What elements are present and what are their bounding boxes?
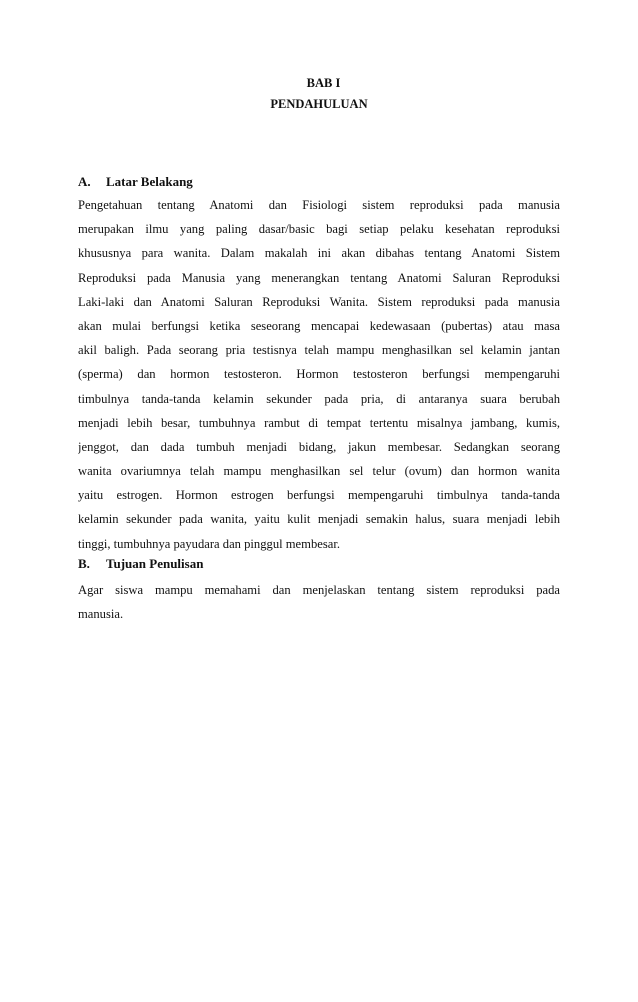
text-line: tinggi, tumbuhnya payudara dan pinggul membesar. xyxy=(78,536,340,551)
text-line: manusia. xyxy=(78,607,124,622)
text-line: khususnya para wanita. Dalam makalah ini akan dibahas tentang Anatomi Sistem xyxy=(78,246,560,261)
section-heading-tujuan-penulisan xyxy=(78,556,203,572)
text-line: yaitu estrogen. Hormon estrogen berfungsi mempengaruhi timbulnya tanda-tanda xyxy=(78,488,560,503)
paragraph-tujuan-penulisan xyxy=(78,582,560,630)
text-line: timbulnya tanda-tanda kelamin sekunder pada pria, di antaranya suara berubah xyxy=(78,391,560,406)
section-heading-latar-belakang xyxy=(78,174,193,190)
text-line: kelamin sekunder pada wanita, yaitu kulit menjadi semakin halus, suara menjadi lebih xyxy=(78,512,560,527)
text-line: Agar siswa mampu memahami dan menjelaskan tentang sistem reproduksi pada xyxy=(78,583,560,597)
section-title: Latar Belakang xyxy=(106,174,193,189)
text-line: akan mulai berfungsi ketika seseorang mencapai kedewasaan (pubertas) atau masa xyxy=(78,318,560,333)
text-line: menjadi lebih besar, tumbuhnya rambut di tempat tertentu misalnya jambang, kumis, xyxy=(78,415,560,430)
text-line: Laki-laki dan Anatomi Saluran Reproduksi Wanita. Sistem reproduksi pada manusia xyxy=(78,294,560,309)
text-line: Reproduksi pada Manusia yang menerangkan tentang Anatomi Saluran Reproduksi xyxy=(78,270,560,285)
text-line: Pengetahuan tentang Anatomi dan Fisiologi sistem reproduksi pada manusia xyxy=(78,198,560,212)
chapter-title: PENDAHULUAN xyxy=(270,97,368,111)
text-line: akil baligh. Pada seorang pria testisnya telah mampu menghasilkan sel kelamin jantan xyxy=(78,343,560,358)
text-line: jenggot, dan dada tumbuh menjadi bidang, jakun membesar. Sedangkan seorang xyxy=(78,439,560,454)
paragraph-latar-belakang xyxy=(78,197,560,560)
text-line: merupakan ilmu yang paling dasar/basic bagi setiap pelaku kesehatan reproduksi xyxy=(78,222,560,237)
chapter-number: BAB I xyxy=(306,76,341,90)
section-letter: B. xyxy=(78,556,90,571)
section-title: Tujuan Penulisan xyxy=(106,556,204,571)
text-line: (sperma) dan hormon testosteron. Hormon testosteron berfungsi mempengaruhi xyxy=(78,367,560,382)
text-line: wanita ovariumnya telah mampu menghasilkan sel telur (ovum) dan hormon wanita xyxy=(78,464,560,479)
section-letter: A. xyxy=(78,174,91,189)
